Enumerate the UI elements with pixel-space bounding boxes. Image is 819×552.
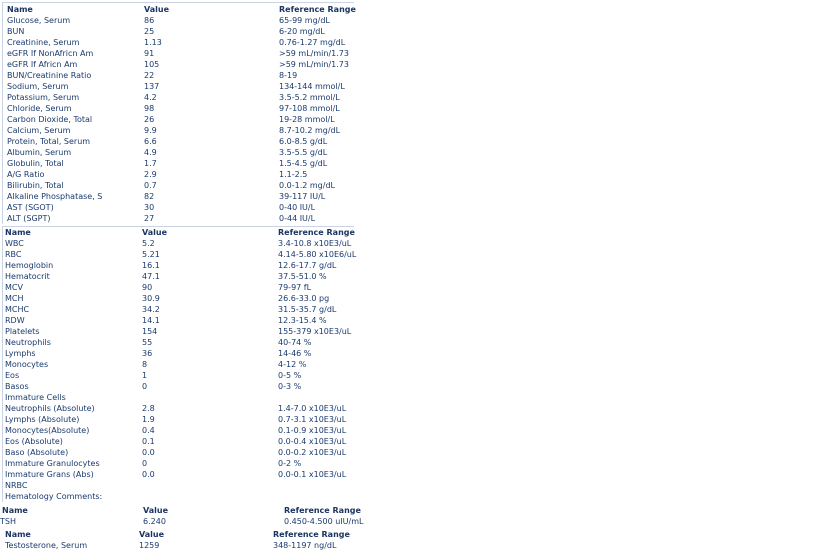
- test-name: MCH: [5, 294, 24, 303]
- reference-range: 0.76-1.27 mg/dL: [279, 38, 346, 47]
- test-name: Hematology Comments:: [5, 492, 103, 501]
- test-value: 25: [144, 27, 155, 36]
- reference-range: 97-108 mmol/L: [279, 104, 340, 113]
- test-name: Sodium, Serum: [7, 82, 69, 91]
- reference-range: 37.5-51.0 %: [278, 272, 327, 281]
- table-row: [5, 304, 355, 315]
- test-name: MCHC: [5, 305, 30, 314]
- reference-range: 14-46 %: [278, 349, 312, 358]
- table-row: [5, 282, 355, 293]
- reference-range: 0.0-0.4 x10E3/uL: [278, 437, 347, 446]
- test-value: 137: [144, 82, 160, 91]
- table-row: [5, 469, 355, 480]
- test-name: Creatinine, Serum: [7, 38, 80, 47]
- reference-range: 3.4-10.8 x10E3/uL: [278, 239, 352, 248]
- test-name: Immature Cells: [5, 393, 66, 402]
- table-row: [5, 337, 355, 348]
- test-name: Eos: [5, 371, 20, 380]
- table-row: [7, 180, 357, 191]
- reference-range: 134-144 mmol/L: [279, 82, 345, 91]
- table-row: [7, 191, 357, 202]
- test-value: 36: [142, 349, 153, 358]
- table-row: [5, 403, 355, 414]
- reference-range: 155-379 x10E3/uL: [278, 327, 352, 336]
- test-value: 34.2: [142, 305, 160, 314]
- test-value: 0: [142, 459, 148, 468]
- table-header: [5, 529, 365, 540]
- table-row: [5, 458, 355, 469]
- test-name: Neutrophils: [5, 338, 51, 347]
- table-row: [5, 480, 355, 491]
- test-name: Hemoglobin: [5, 261, 54, 270]
- test-name: BUN/Creatinine Ratio: [7, 71, 92, 80]
- test-value: 27: [144, 214, 155, 223]
- reference-range: 0-5 %: [278, 371, 302, 380]
- table-row: [5, 392, 355, 403]
- hormone-table: [5, 529, 365, 551]
- reference-range: 79-97 fL: [278, 283, 312, 292]
- table-row: [7, 213, 357, 224]
- test-value: 6.240: [143, 517, 166, 526]
- table-border-left: [2, 226, 3, 502]
- table-header: [5, 227, 355, 238]
- column-header-range: Reference Range: [279, 5, 356, 14]
- table-row: [5, 238, 355, 249]
- reference-range: 12.6-17.7 g/dL: [278, 261, 337, 270]
- reference-range: 4.14-5.80 x10E6/uL: [278, 250, 357, 259]
- test-name: Immature Granulocytes: [5, 459, 100, 468]
- test-name: BUN: [7, 27, 25, 36]
- reference-range: 0.0-0.2 x10E3/uL: [278, 448, 347, 457]
- test-value: 0.0: [142, 448, 155, 457]
- table-row: [7, 147, 357, 158]
- table-divider: [2, 2, 354, 3]
- test-name: Testosterone, Serum: [5, 541, 88, 550]
- test-name: Alkaline Phosphatase, S: [7, 192, 103, 201]
- reference-range: 3.5-5.2 mmol/L: [279, 93, 340, 102]
- table-row: [5, 326, 355, 337]
- test-name: Hematocrit: [5, 272, 50, 281]
- test-name: Globulin, Total: [7, 159, 64, 168]
- reference-range: 40-74 %: [278, 338, 312, 347]
- table-row: [7, 26, 357, 37]
- test-name: Immature Grans (Abs): [5, 470, 94, 479]
- test-name: eGFR If Africn Am: [7, 60, 78, 69]
- thyroid-table: [2, 505, 372, 527]
- reference-range: 0-44 IU/L: [279, 214, 316, 223]
- test-value: 16.1: [142, 261, 160, 270]
- test-value: 5.21: [142, 250, 160, 259]
- column-header-name: Name: [5, 228, 31, 237]
- reference-range: 26.6-33.0 pg: [278, 294, 330, 303]
- column-header-name: Name: [5, 530, 31, 539]
- test-name: A/G Ratio: [7, 170, 45, 179]
- test-name: NRBC: [5, 481, 28, 490]
- test-name: Baso (Absolute): [5, 448, 69, 457]
- table-row: [5, 249, 355, 260]
- test-value: 90: [142, 283, 153, 292]
- reference-range: 0-40 IU/L: [279, 203, 316, 212]
- test-name: eGFR If NonAfricn Am: [7, 49, 94, 58]
- table-row: [5, 271, 355, 282]
- test-name: Eos (Absolute): [5, 437, 63, 446]
- reference-range: >59 mL/min/1.73: [279, 60, 349, 69]
- test-name: Carbon Dioxide, Total: [7, 115, 93, 124]
- table-row: [2, 516, 372, 527]
- test-name: Neutrophils (Absolute): [5, 404, 95, 413]
- table-row: [5, 425, 355, 436]
- column-header-name: Name: [7, 5, 33, 14]
- table-row: [7, 136, 357, 147]
- column-header-value: Value: [142, 228, 168, 237]
- table-row: [5, 540, 365, 551]
- test-name: Basos: [5, 382, 29, 391]
- reference-range: 0.7-3.1 x10E3/uL: [278, 415, 347, 424]
- reference-range: 31.5-35.7 g/dL: [278, 305, 337, 314]
- test-value: 6.6: [144, 137, 157, 146]
- table-row: [7, 15, 357, 26]
- test-name: AST (SGOT): [7, 203, 54, 212]
- reference-range: 8.7-10.2 mg/dL: [279, 126, 341, 135]
- reference-range: 12.3-15.4 %: [278, 316, 327, 325]
- test-value: 98: [144, 104, 155, 113]
- column-header-range: Reference Range: [273, 530, 350, 539]
- reference-range: 39-117 IU/L: [279, 192, 326, 201]
- test-name: Lymphs: [5, 349, 36, 358]
- table-row: [7, 158, 357, 169]
- table-row: [5, 315, 355, 326]
- column-header-range: Reference Range: [278, 228, 355, 237]
- test-value: 4.2: [144, 93, 157, 102]
- reference-range: 1.4-7.0 x10E3/uL: [278, 404, 347, 413]
- test-name: RBC: [5, 250, 22, 259]
- column-header-value: Value: [139, 530, 165, 539]
- reference-range: 8-19: [279, 71, 298, 80]
- test-name: Potassium, Serum: [7, 93, 80, 102]
- test-value: 9.9: [144, 126, 157, 135]
- reference-range: 0-2 %: [278, 459, 302, 468]
- test-value: 0: [142, 382, 148, 391]
- test-value: 47.1: [142, 272, 160, 281]
- test-value: 55: [142, 338, 153, 347]
- table-row: [5, 381, 355, 392]
- reference-range: 0.0-0.1 x10E3/uL: [278, 470, 347, 479]
- test-name: Monocytes(Absolute): [5, 426, 90, 435]
- table-row: [7, 125, 357, 136]
- table-row: [7, 202, 357, 213]
- test-name: Platelets: [5, 327, 40, 336]
- test-value: 1: [142, 371, 148, 380]
- table-row: [5, 370, 355, 381]
- test-value: 30: [144, 203, 155, 212]
- test-value: 1.9: [142, 415, 155, 424]
- table-row: [7, 59, 357, 70]
- test-name: Lymphs (Absolute): [5, 415, 80, 424]
- table-row: [5, 348, 355, 359]
- table-row: [7, 92, 357, 103]
- table-row: [7, 103, 357, 114]
- table-row: [5, 359, 355, 370]
- column-header-value: Value: [143, 506, 169, 515]
- reference-range: 3.5-5.5 g/dL: [279, 148, 328, 157]
- chemistry-table: [7, 4, 357, 224]
- test-name: Chloride, Serum: [7, 104, 72, 113]
- reference-range: 4-12 %: [278, 360, 307, 369]
- reference-range: 6.0-8.5 g/dL: [279, 137, 328, 146]
- reference-range: 0-3 %: [278, 382, 302, 391]
- table-row: [5, 293, 355, 304]
- test-value: 86: [144, 16, 155, 25]
- reference-range: 0.0-1.2 mg/dL: [279, 181, 335, 190]
- table-row: [5, 414, 355, 425]
- test-value: 0.0: [142, 470, 155, 479]
- reference-range: 19-28 mmol/L: [279, 115, 335, 124]
- test-value: 0.4: [142, 426, 155, 435]
- table-border-left: [2, 2, 3, 224]
- test-name: Albumin, Serum: [7, 148, 72, 157]
- test-name: Monocytes: [5, 360, 49, 369]
- hematology-table: [5, 227, 355, 502]
- table-header: [7, 4, 357, 15]
- table-row: [7, 37, 357, 48]
- table-header: [2, 505, 372, 516]
- reference-range: 6-20 mg/dL: [279, 27, 325, 36]
- test-value: 105: [144, 60, 160, 69]
- test-value: 26: [144, 115, 155, 124]
- test-value: 8: [142, 360, 148, 369]
- table-row: [7, 169, 357, 180]
- test-value: 1.7: [144, 159, 157, 168]
- test-name: RDW: [5, 316, 25, 325]
- test-value: 0.1: [142, 437, 155, 446]
- table-row: [5, 447, 355, 458]
- test-name: TSH: [0, 517, 16, 526]
- test-value: 5.2: [142, 239, 155, 248]
- test-value: 14.1: [142, 316, 160, 325]
- test-value: 2.9: [144, 170, 157, 179]
- test-value: 2.8: [142, 404, 155, 413]
- test-name: Protein, Total, Serum: [7, 137, 91, 146]
- test-value: 91: [144, 49, 155, 58]
- test-value: 22: [144, 71, 155, 80]
- test-name: Bilirubin, Total: [7, 181, 64, 190]
- test-name: Calcium, Serum: [7, 126, 71, 135]
- test-name: ALT (SGPT): [7, 214, 51, 223]
- column-header-name: Name: [2, 506, 28, 515]
- test-value: 30.9: [142, 294, 160, 303]
- reference-range: 0.450-4.500 uIU/mL: [284, 517, 364, 526]
- test-value: 4.9: [144, 148, 157, 157]
- reference-range: 348-1197 ng/dL: [273, 541, 337, 550]
- table-row: [5, 491, 355, 502]
- reference-range: >59 mL/min/1.73: [279, 49, 349, 58]
- reference-range: 1.1-2.5: [279, 170, 308, 179]
- test-value: 0.7: [144, 181, 157, 190]
- table-row: [7, 48, 357, 59]
- table-row: [5, 436, 355, 447]
- test-value: 1.13: [144, 38, 162, 47]
- test-name: WBC: [5, 239, 24, 248]
- test-value: 154: [142, 327, 158, 336]
- table-row: [5, 260, 355, 271]
- table-row: [7, 70, 357, 81]
- test-name: MCV: [5, 283, 23, 292]
- test-name: Glucose, Serum: [7, 16, 71, 25]
- table-row: [7, 81, 357, 92]
- test-value: 82: [144, 192, 155, 201]
- reference-range: 0.1-0.9 x10E3/uL: [278, 426, 347, 435]
- reference-range: 65-99 mg/dL: [279, 16, 330, 25]
- reference-range: 1.5-4.5 g/dL: [279, 159, 328, 168]
- column-header-range: Reference Range: [284, 506, 361, 515]
- test-value: 1259: [139, 541, 160, 550]
- column-header-value: Value: [144, 5, 170, 14]
- table-row: [7, 114, 357, 125]
